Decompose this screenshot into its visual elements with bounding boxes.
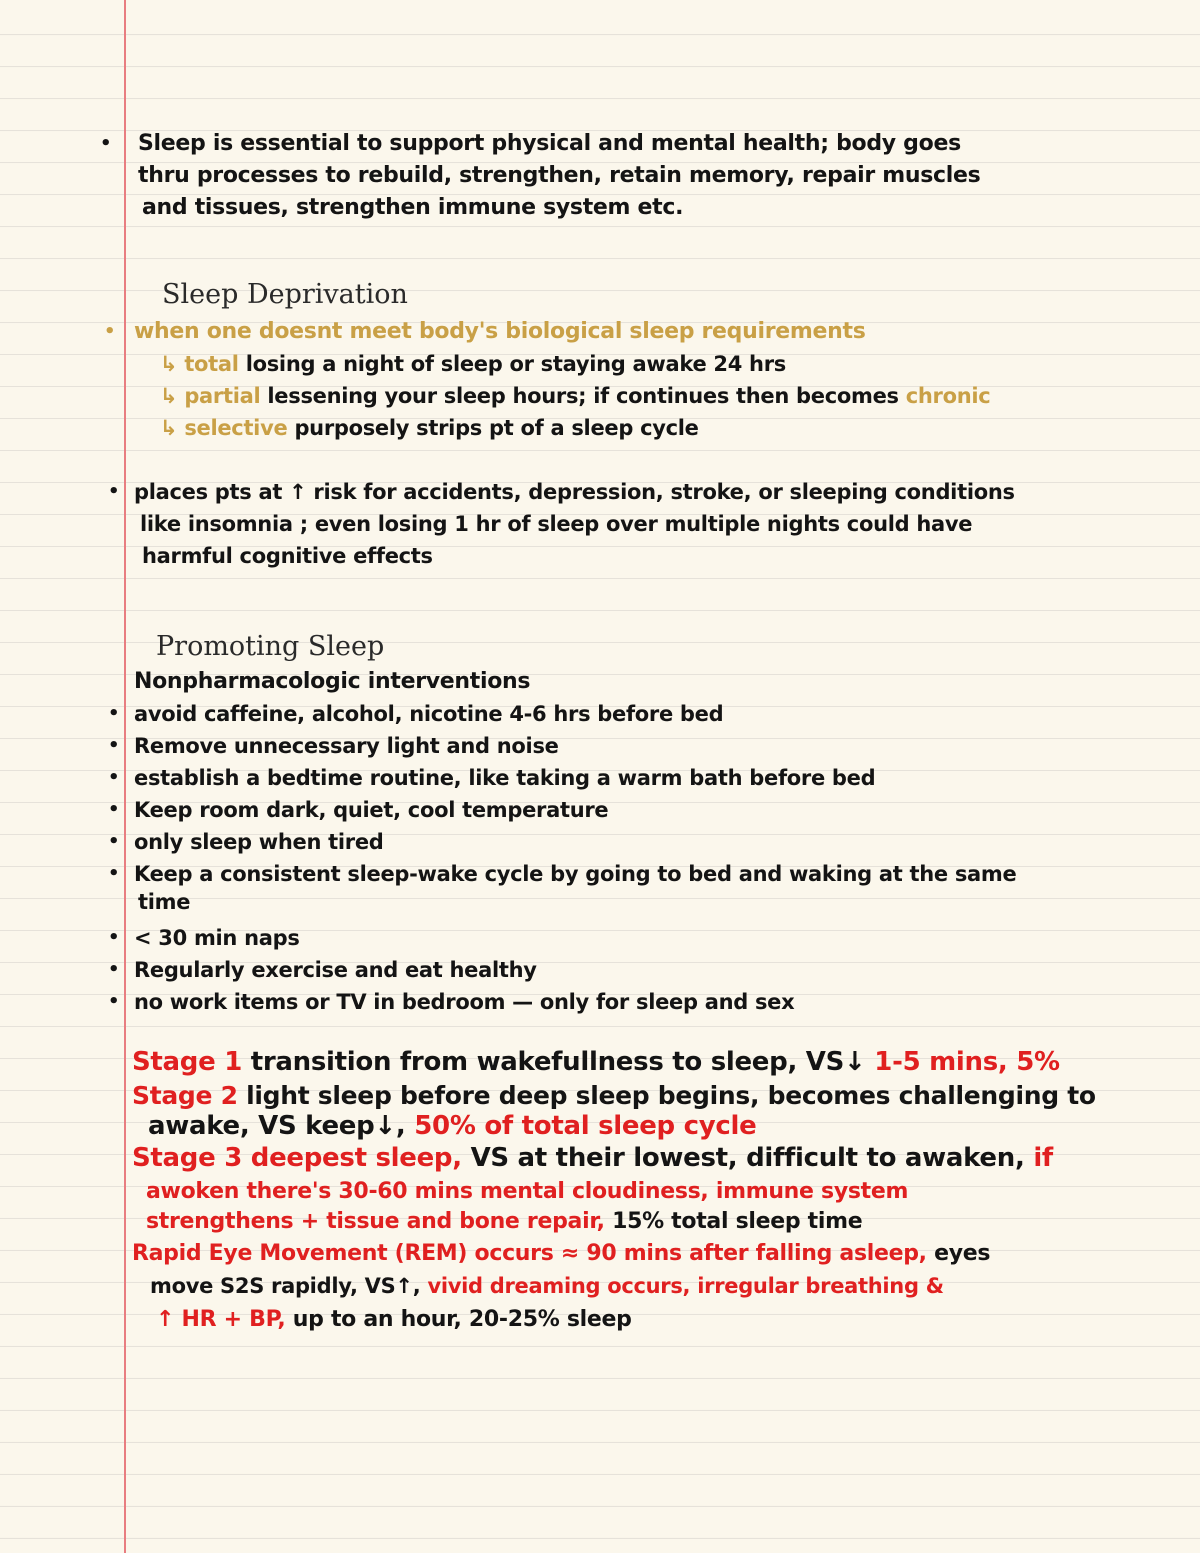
stage-3-line-3 (146, 1206, 862, 1238)
type-term: partial (184, 384, 261, 408)
deprivation-type-total (160, 348, 786, 380)
stage-3-line (132, 1142, 1053, 1174)
bullet-dot: • (104, 321, 116, 342)
bullet-dot: • (108, 991, 120, 1012)
deprivation-type-partial (160, 380, 990, 412)
rem-line-3-black: up to an hour, 20-25% sleep (292, 1307, 632, 1332)
list-item-continuation: time (138, 890, 191, 914)
bullet-dot: • (108, 927, 120, 948)
stage-3-percent: 15% total sleep time (612, 1209, 863, 1234)
rem-line-2-black: move S2S rapidly, VS↑, (150, 1274, 421, 1298)
rem-text-black: eyes (934, 1241, 991, 1266)
promoting-subheading: Nonpharmacologic interventions (134, 669, 531, 694)
rem-line-3 (156, 1304, 632, 1336)
stage-2-line-2 (148, 1110, 756, 1142)
type-term: total (184, 352, 239, 376)
stage-3-line-2: awoken there's 30-60 mins mental cloudiness, immune system (146, 1179, 909, 1204)
bullet-dot: • (108, 767, 120, 788)
list-item: Remove unnecessary light and noise (134, 734, 559, 758)
stage-3-label: Stage 3 (132, 1143, 242, 1173)
bullet-dot: • (108, 831, 120, 852)
bullet-dot: • (108, 481, 120, 502)
arrow-icon: ↳ (160, 416, 178, 440)
stage-1-duration: 1-5 mins, 5% (874, 1047, 1060, 1077)
list-item: Keep room dark, quiet, cool temperature (134, 798, 609, 822)
intro-line-3: and tissues, strengthen immune system etc. (142, 195, 684, 220)
rem-text-red: Rapid Eye Movement (REM) occurs ≈ 90 mins after falling asleep, (132, 1241, 927, 1266)
risk-line-1: places pts at ↑ risk for accidents, depression, stroke, or sleeping conditions (134, 480, 1015, 504)
risk-line-2: like insomnia ; even losing 1 hr of sleep over multiple nights could have (140, 512, 973, 536)
deprivation-definition: when one doesnt meet body's biological sleep requirements (134, 319, 866, 344)
stage-1-line (132, 1046, 1060, 1078)
deprivation-type-selective (160, 412, 699, 444)
intro-line-1: Sleep is essential to support physical and mental health; body goes (138, 131, 961, 156)
heading-sleep-deprivation: Sleep Deprivation (162, 279, 408, 310)
arrow-icon: ↳ (160, 384, 178, 408)
bullet-dot: • (108, 863, 120, 884)
stage-3-red-1: deepest sleep, (250, 1143, 462, 1173)
bullet-dot: • (108, 799, 120, 820)
rem-line-2-red: vivid dreaming occurs, irregular breathing & (427, 1274, 944, 1298)
margin-line (124, 0, 126, 1553)
type-text: lessening your sleep hours; if continues then becomes (267, 384, 899, 408)
risk-line-3: harmful cognitive effects (142, 544, 433, 568)
list-item: establish a bedtime routine, like taking a warm bath before bed (134, 766, 876, 790)
stage-3-red-2: if (1033, 1143, 1053, 1173)
heading-promoting-sleep: Promoting Sleep (156, 631, 385, 662)
list-item: < 30 min naps (134, 926, 300, 950)
stage-2-line (132, 1080, 1096, 1112)
stage-2-text: light sleep before deep sleep begins, becomes challenging to (246, 1081, 1096, 1110)
rem-line-3-red: ↑ HR + BP, (156, 1307, 286, 1332)
stage-3-text: VS at their lowest, difficult to awaken, (470, 1143, 1025, 1173)
stage-1-text: transition from wakefullness to sleep, VS↓ (250, 1047, 866, 1077)
stage-1-label: Stage 1 (132, 1047, 242, 1077)
list-item: only sleep when tired (134, 830, 384, 854)
list-item: no work items or TV in bedroom — only for sleep and sex (134, 990, 795, 1014)
stage-2-label: Stage 2 (132, 1081, 238, 1110)
bullet-dot: • (100, 133, 112, 154)
bullet-dot: • (108, 703, 120, 724)
bullet-dot: • (108, 959, 120, 980)
type-text: purposely strips pt of a sleep cycle (294, 416, 699, 440)
stage-2-percent: 50% of total sleep cycle (414, 1111, 757, 1141)
bullet-dot: • (108, 735, 120, 756)
rem-line-2 (150, 1270, 944, 1302)
intro-line-2: thru processes to rebuild, strengthen, retain memory, repair muscles (138, 163, 981, 188)
type-term: selective (184, 416, 288, 440)
type-text: losing a night of sleep or staying awake 24 hrs (245, 352, 786, 376)
list-item: Regularly exercise and eat healthy (134, 958, 537, 982)
arrow-icon: ↳ (160, 352, 178, 376)
rem-line (132, 1238, 990, 1270)
list-item: Keep a consistent sleep-wake cycle by going to bed and waking at the same (134, 862, 1017, 886)
stage-3-repair: strengthens + tissue and bone repair, (146, 1209, 605, 1234)
stage-2-cont: awake, VS keep↓, (148, 1111, 406, 1141)
type-extra: chronic (905, 384, 991, 408)
list-item: avoid caffeine, alcohol, nicotine 4-6 hrs before bed (134, 702, 724, 726)
